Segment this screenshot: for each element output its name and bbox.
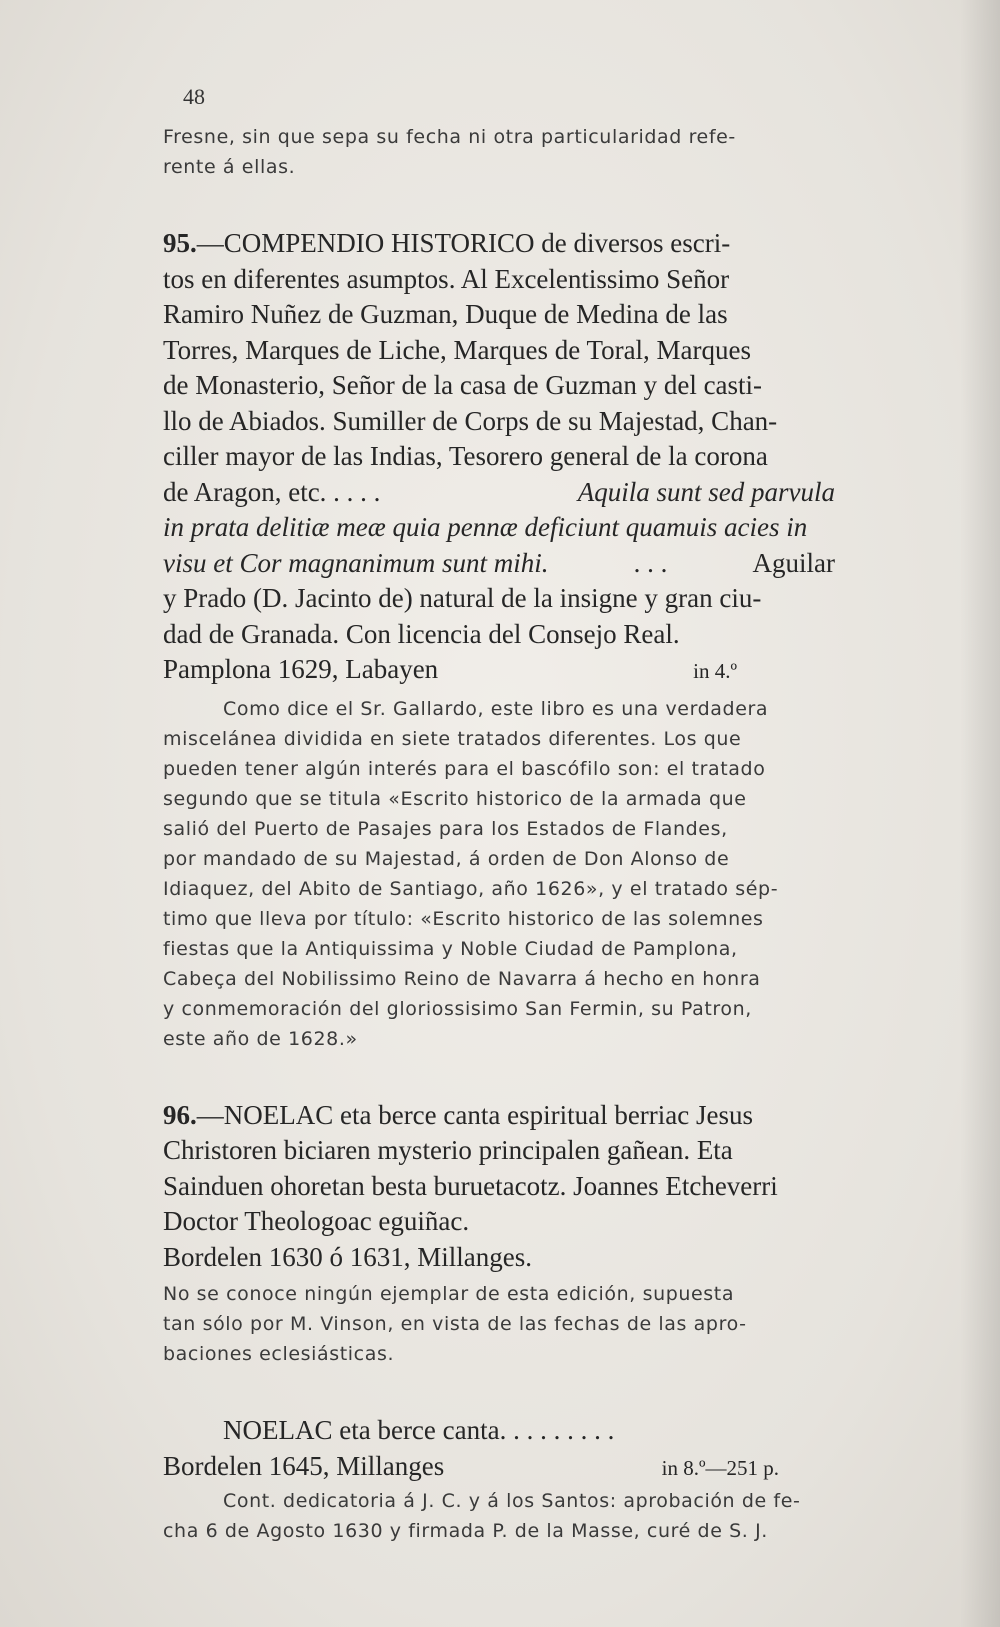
note-line: y conmemoración del gloriossisimo San Fermin, su Patron, — [163, 997, 752, 1020]
note-line: salió del Puerto de Pasajes para los Estados de Flandes, — [163, 817, 728, 840]
note-line: cha 6 de Agosto 1630 y firmada P. de la Masse, curé de S. J. — [163, 1520, 768, 1542]
entry-title-line — [163, 226, 835, 262]
entry-title-line: Doctor Theologoac eguiñac. — [163, 1206, 470, 1236]
ellipsis: . . . — [633, 547, 668, 578]
entry-title-line: ciller mayor de las Indias, Tesorero general de la corona — [163, 441, 768, 471]
note-line: fiestas que la Antiquissima y Noble Ciudad de Pamplona, — [163, 937, 738, 960]
imprint-line — [163, 1449, 835, 1487]
imprint: Bordelen 1645, Millanges — [163, 1450, 445, 1481]
note-line: Cabeça del Nobilissimo Reino de Navarra á hecho en honra — [163, 967, 761, 990]
entry-title-line: dad de Granada. Con licencia del Consejo Real. — [163, 618, 680, 649]
latin-motto: Aquila sunt sed parvula — [577, 476, 835, 507]
note-line: No se conoce ningún ejemplar de esta edición, supuesta — [163, 1283, 735, 1305]
entry-title: —NOELAC eta berce canta espiritual berriac Jesus — [196, 1099, 754, 1130]
entry-95 — [163, 226, 835, 1054]
entry-96 — [163, 1098, 835, 1370]
note-line: Idiaquez, del Abito de Santiago, año 1626», y el tratado sép- — [163, 877, 779, 900]
intro-line: rente á ellas. — [163, 156, 296, 178]
intro-line: Fresne, sin que sepa su fecha ni otra particularidad refe- — [163, 126, 736, 148]
entry-title-line: Ramiro Nuñez de Guzman, Duque de Medina de las — [163, 299, 728, 329]
entry-title-line — [163, 1098, 835, 1134]
note-line: timo que lleva por título: «Escrito historico de las solemnes — [163, 907, 764, 930]
author-name: Aguilar — [752, 547, 835, 578]
entry-title-line — [163, 475, 835, 511]
note-line: baciones eclesiásticas. — [163, 1343, 395, 1365]
aragon-text: de Aragon, etc. . . . . — [163, 476, 381, 507]
entry-title-line: Torres, Marques de Liche, Marques de Toral, Marques — [163, 334, 752, 365]
note-line: este año de 1628.» — [163, 1027, 358, 1050]
entry-title: NOELAC eta berce canta. . . . . . . . . — [223, 1415, 615, 1445]
note-line: segundo que se titula «Escrito historico de la armada que — [163, 787, 747, 810]
latin-motto: visu et Cor magnanimum sunt mihi. — [163, 547, 549, 578]
note-line: Como dice el Sr. Gallardo, este libro es una verdadera — [223, 697, 769, 720]
book-format: in 8.º—251 p. — [661, 1455, 779, 1480]
entry-title: —COMPENDIO HISTORICO de diversos escri- — [196, 228, 731, 258]
entry-title-line: tos en diferentes asumptos. Al Excelentissimo Señor — [163, 263, 730, 294]
note-line: pueden tener algún interés para el bascófilo son: el tratado — [163, 757, 766, 780]
book-format: in 4.º — [693, 659, 737, 683]
entry-title-line: llo de Abiados. Sumiller de Corps de su Majestad, Chan- — [163, 405, 778, 436]
note-line: Cont. dedicatoria á J. C. y á los Santos: aprobación de fe- — [223, 1490, 801, 1512]
note-line: por mandado de su Majestad, á orden de Don Alonso de — [163, 847, 730, 870]
entry-96-edition — [163, 1413, 835, 1546]
page-text — [163, 86, 835, 1546]
latin-motto: in prata delitiæ meæ quia pennæ deficiunt quamuis acies in — [163, 512, 808, 542]
note-line: tan sólo por M. Vinson, en vista de las fechas de las apro- — [163, 1313, 747, 1335]
entry-number: 96. — [163, 1099, 197, 1130]
imprint: Pamplona 1629, Labayen — [163, 654, 439, 684]
entry-number: 95. — [163, 228, 197, 258]
entry-title-line: de Monasterio, Señor de la casa de Guzman y del casti- — [163, 370, 763, 400]
entry-title-line: Sainduen ohoretan besta buruetacotz. Joannes Etcheverri — [163, 1170, 778, 1201]
note-line: miscelánea dividida en siete tratados diferentes. Los que — [163, 727, 742, 750]
entry-title-line: Christoren biciaren mysterio principalen gañean. Eta — [163, 1135, 733, 1165]
imprint-line — [163, 652, 835, 690]
entry-title-line: y Prado (D. Jacinto de) natural de la insigne y gran ciu- — [163, 583, 762, 613]
page-number: 48 — [183, 84, 205, 109]
entry-title-line — [163, 546, 835, 582]
imprint: Bordelen 1630 ó 1631, Millanges. — [163, 1241, 532, 1272]
